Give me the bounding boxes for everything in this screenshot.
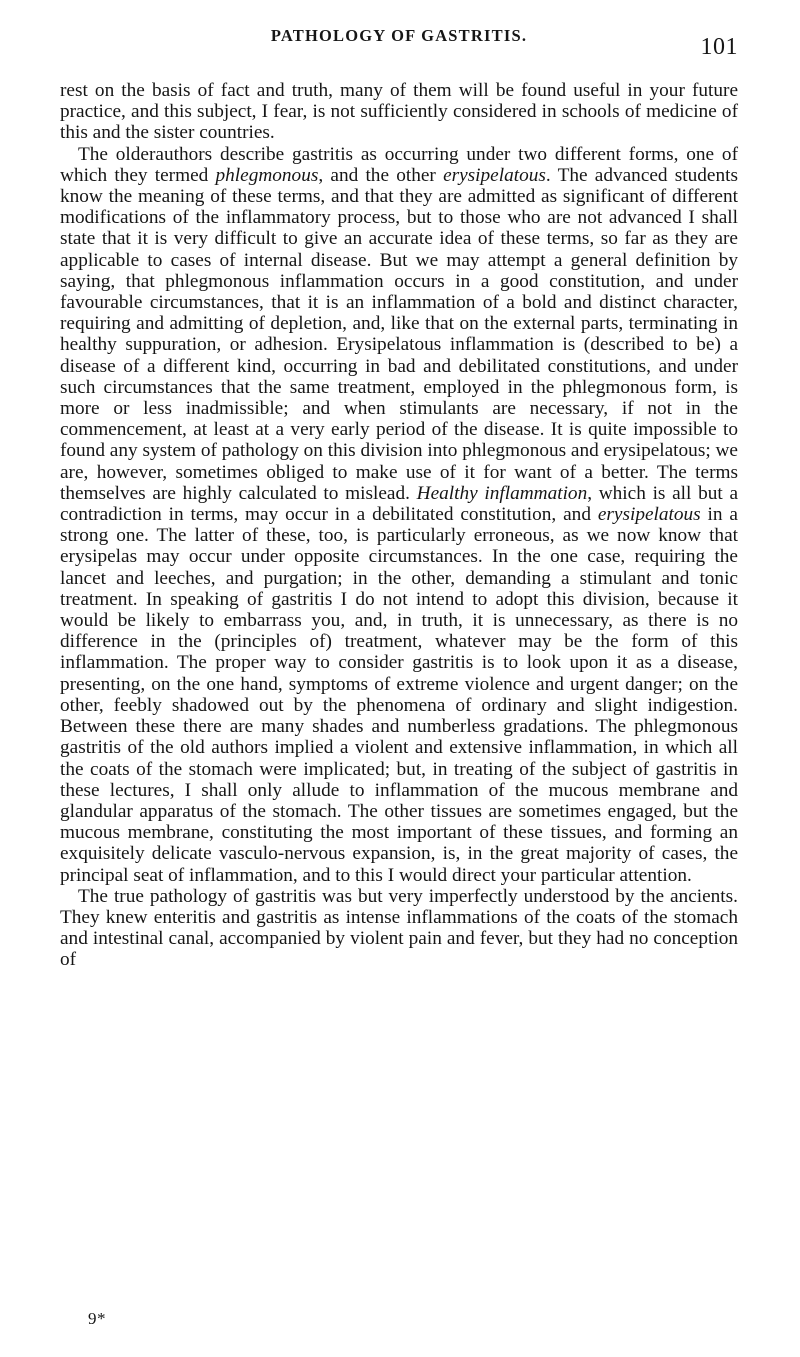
text-run: , and the other — [318, 164, 444, 186]
text-run: The olderauthors describe gastritis as occurring under two different forms, one of which they termed — [60, 143, 738, 186]
italic-term: erysipelatous — [597, 504, 701, 526]
text-run: in a strong one. The latter of these, too, is particularly erroneous, as we now know that erysipelas may occur under opposite circumstances. In the one case, requiring the lancet and leeches, and purgation; in the other, demanding a stimulant and tonic treatment. In speaking of gastritis I do not intend to adopt this division, because it would be likely to embarrass you, and, in truth, it is unnecessary, as there is no difference in the (principles of) treatment, whatever may be the form of this inflammation. The proper way to consider gastritis is to look upon it as a disease, presenting, on the one hand, symptoms of extreme violence and urgent danger; on the other, feebly shadowed out by the phenomena of ordinary and slight indigestion. Between these there are many shades and numberless gradations. The phlegmonous gastritis of the old authors implied a violent and extensive inflammation, in which all the coats of the stomach were implicated; but, in treating of the subject of gastritis in these lectures, I shall only allude to inflammation of the mucous membrane and glandular apparatus of the stomach. The other tissues are sometimes engaged, but the mucous membrane, constituting the most important of these tissues, and forming an exquisitely delicate vasculo-nervous expansion, is, in the great majority of cases, the principal seat of inflammation, and to this I would direct your particular attention. — [60, 504, 738, 886]
italic-term: phlegmonous — [215, 164, 319, 186]
running-title: PATHOLOGY OF GASTRITIS. — [270, 26, 528, 45]
text-run: . The advanced students know the meaning of these terms, and that they are admitted as significant of different modifications of the inflammatory process, but to those who are not advanced I shall state that it is very difficult to give an accurate idea of these terms, so far as they are applicable to cases of internal disease. But we may attempt a general definition by saying, that phlegmonous inflammation occurs in a good constitution, and under favourable circumstances, that it is an inflammation of a bold and distinct character, requiring and admitting of depletion, and, like that on the external parts, terminating in healthy suppuration, or adhesion. Erysipelatous inflammation is (described to be) a disease of a different kind, occurring in bad and debilitated constitutions, and under such circumstances that the same treatment, employed in the phlegmonous form, is more or less inadmissible; and when stimulants are necessary, if not in the commencement, at least at a very early period of the disease. It is quite impossible to found any system of pathology on this division into phlegmonous and erysipelatous; we are, however, sometimes obliged to make use of it for want of a better. The terms themselves are highly calculated to mislead. — [60, 164, 738, 504]
text-run: The true pathology of gastritis was but very imperfectly understood by the ancients. They knew enteritis and gastritis as intense inflammations of the coats of the stomach and intestinal canal, accompanied by violent pain and fever, but they had no conception of — [60, 885, 738, 971]
paragraph-2 — [60, 144, 738, 886]
text-run: rest on the basis of fact and truth, many of them will be found useful in your future practice, and this subject, I fear, is not sufficiently considered in schools of medicine of this and the sister countries. — [60, 80, 738, 144]
text-run: , which is all but a contradiction in terms, may occur in a debilitated constitution, and — [60, 482, 738, 526]
italic-term: erysipelatous — [443, 164, 546, 186]
body-text — [60, 80, 738, 971]
running-head — [60, 22, 738, 62]
italic-term: Healthy inflammation — [416, 482, 588, 504]
paragraph-3 — [60, 886, 738, 971]
paragraph-1 — [60, 80, 738, 144]
page-number: 101 — [700, 34, 738, 60]
signature-mark: 9* — [88, 1309, 106, 1328]
